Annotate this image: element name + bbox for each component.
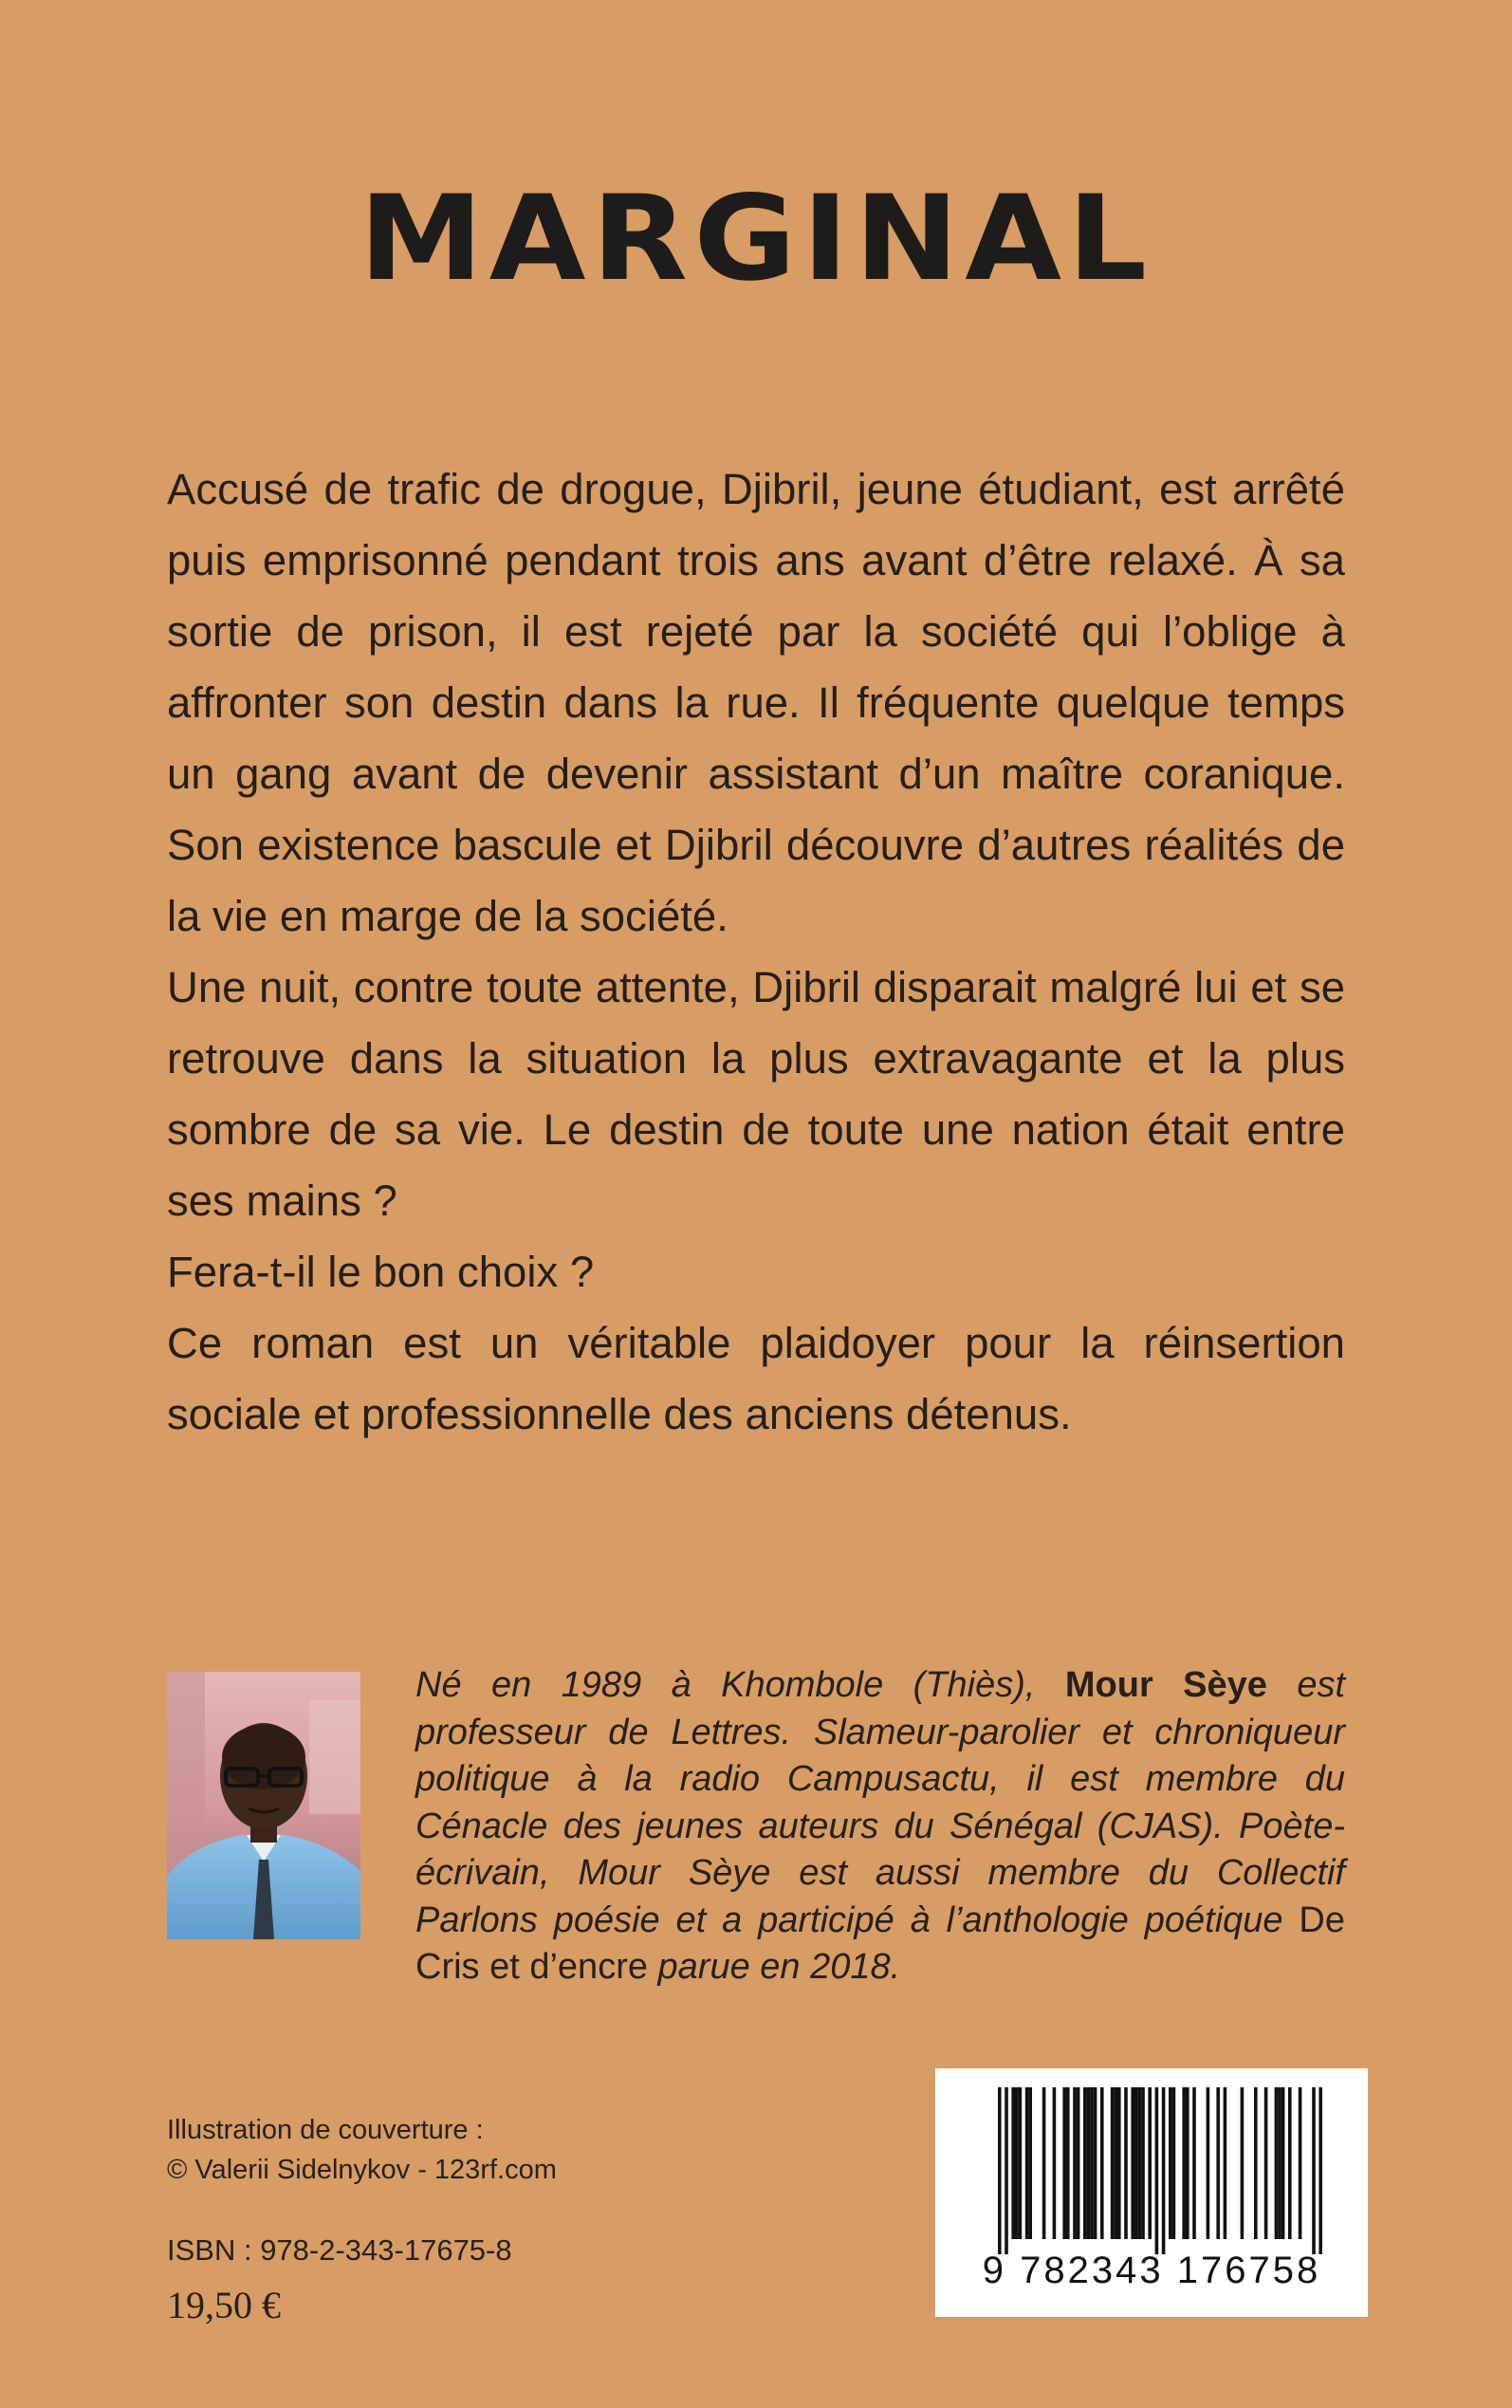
barcode-bar: [1015, 2087, 1019, 2239]
barcode-bar: [1141, 2087, 1145, 2239]
barcode-bar: [1224, 2087, 1227, 2239]
barcode-bar: [1278, 2087, 1282, 2239]
barcode-bar: [1053, 2087, 1057, 2239]
barcode-bar: [1288, 2087, 1292, 2239]
barcode-bar: [1083, 2087, 1087, 2239]
barcode-bar: [1090, 2087, 1094, 2239]
barcode-bar: [1282, 2087, 1285, 2239]
price: 19,50 €: [167, 2284, 281, 2326]
barcode-bar: [1318, 2087, 1322, 2254]
barcode-bar: [1131, 2087, 1134, 2239]
barcode-bar: [998, 2087, 1002, 2254]
barcode-bar: [1077, 2087, 1080, 2239]
author-bio: [415, 1662, 1345, 1991]
barcode-bar: [1312, 2087, 1316, 2254]
barcode-bar: [1028, 2087, 1032, 2239]
cover-credits-label: Illustration de couverture :: [167, 2115, 484, 2145]
anthology-title: De Cris et d’encre: [415, 1899, 1345, 1987]
barcode-bar: [1241, 2087, 1245, 2239]
back-cover-blurb: [167, 454, 1345, 1450]
barcode-bar: [1148, 2087, 1152, 2239]
barcode-bar: [1186, 2087, 1189, 2239]
barcode-bar: [1111, 2087, 1115, 2239]
barcode-digits: 9 782343 176758: [982, 2250, 1321, 2291]
blurb-paragraph-1: Accusé de trafic de drogue, Djibril, jeune étudiant, est arrêté puis emprisonné pendant trois ans avant d’être relaxé. À sa sortie de prison, il est rejeté par la société qui l’oblige à affronter son destin dans la rue. Il fréquente quelque temps un gang avant de devenir assistant d’un maître coranique. Son existence bascule et Djibril découvre d’autres réalités de la vie en marge de la société.: [167, 465, 1345, 940]
barcode-bar: [1124, 2087, 1128, 2239]
barcode-bar: [1134, 2087, 1138, 2239]
barcode-bar: [1207, 2087, 1210, 2239]
barcode-bar: [1100, 2087, 1104, 2239]
cover-credits-value: © Valerii Sidelnykov - 123rf.com: [167, 2155, 557, 2185]
barcode-bar: [1117, 2087, 1121, 2239]
barcode-bar: [1138, 2087, 1142, 2239]
barcode-bar: [1254, 2087, 1258, 2239]
barcode-bar: [1042, 2087, 1046, 2239]
author-bio-text-1: Né en 1989 à Khombole (Thiès),: [415, 1665, 1065, 1705]
barcode-bar: [1264, 2087, 1268, 2239]
barcode-bar: [1066, 2087, 1070, 2239]
barcode-bar: [1299, 2087, 1302, 2239]
barcode-bar: [1094, 2087, 1097, 2239]
isbn: ISBN : 978-2-343-17675-8: [167, 2233, 512, 2267]
barcode-bar: [1011, 2087, 1015, 2239]
blurb-paragraph-2: Une nuit, contre toute attente, Djibril disparait malgré lui et se retrouve dans la situation la plus extravagante et la plus sombre de sa vie. Le destin de toute une nation était entre ses mains ?: [167, 963, 1345, 1225]
author-name: Mour Sèye: [1064, 1665, 1267, 1705]
barcode-bar: [1162, 2087, 1166, 2254]
barcode-bar: [1192, 2087, 1196, 2239]
barcode-bars: [998, 2087, 1322, 2254]
barcode-bar: [1172, 2087, 1176, 2239]
barcode-bar: [1087, 2087, 1091, 2239]
author-bio-text-3: parue en 2018.: [647, 1947, 901, 1987]
barcode-bar: [1216, 2087, 1220, 2239]
barcode-bar: [1005, 2087, 1008, 2254]
barcode-bar: [1275, 2087, 1279, 2239]
author-photo: [167, 1672, 360, 1939]
author-bio-text-2: est professeur de Lettres. Slameur-parolier et chroniqueur politique à la radio Campusactu, il est membre du Cénacle des jeunes auteurs du Sénégal (CJAS). Poète-écrivain, Mour Sèye est aussi membre du Collectif Parlons poésie et a participé à l’anthologie poétique: [415, 1665, 1346, 1940]
blurb-paragraph-4: Ce roman est un véritable plaidoyer pour la réinsertion sociale et professionnelle des anciens détenus.: [167, 1319, 1345, 1438]
barcode-bar: [1114, 2087, 1117, 2239]
barcode-bar: [1062, 2087, 1066, 2239]
book-title: MARGINAL: [359, 171, 1153, 307]
barcode-bar: [1073, 2087, 1077, 2239]
cover-credits: [167, 2110, 557, 2190]
barcode-bar: [1019, 2087, 1023, 2239]
barcode-bar: [1169, 2087, 1172, 2239]
barcode-bar: [1182, 2087, 1186, 2239]
barcode: [935, 2068, 1368, 2317]
barcode-bar: [1155, 2087, 1159, 2254]
blurb-paragraph-3: Fera-t-il le bon choix ?: [167, 1248, 595, 1296]
barcode-bar: [1025, 2087, 1029, 2239]
